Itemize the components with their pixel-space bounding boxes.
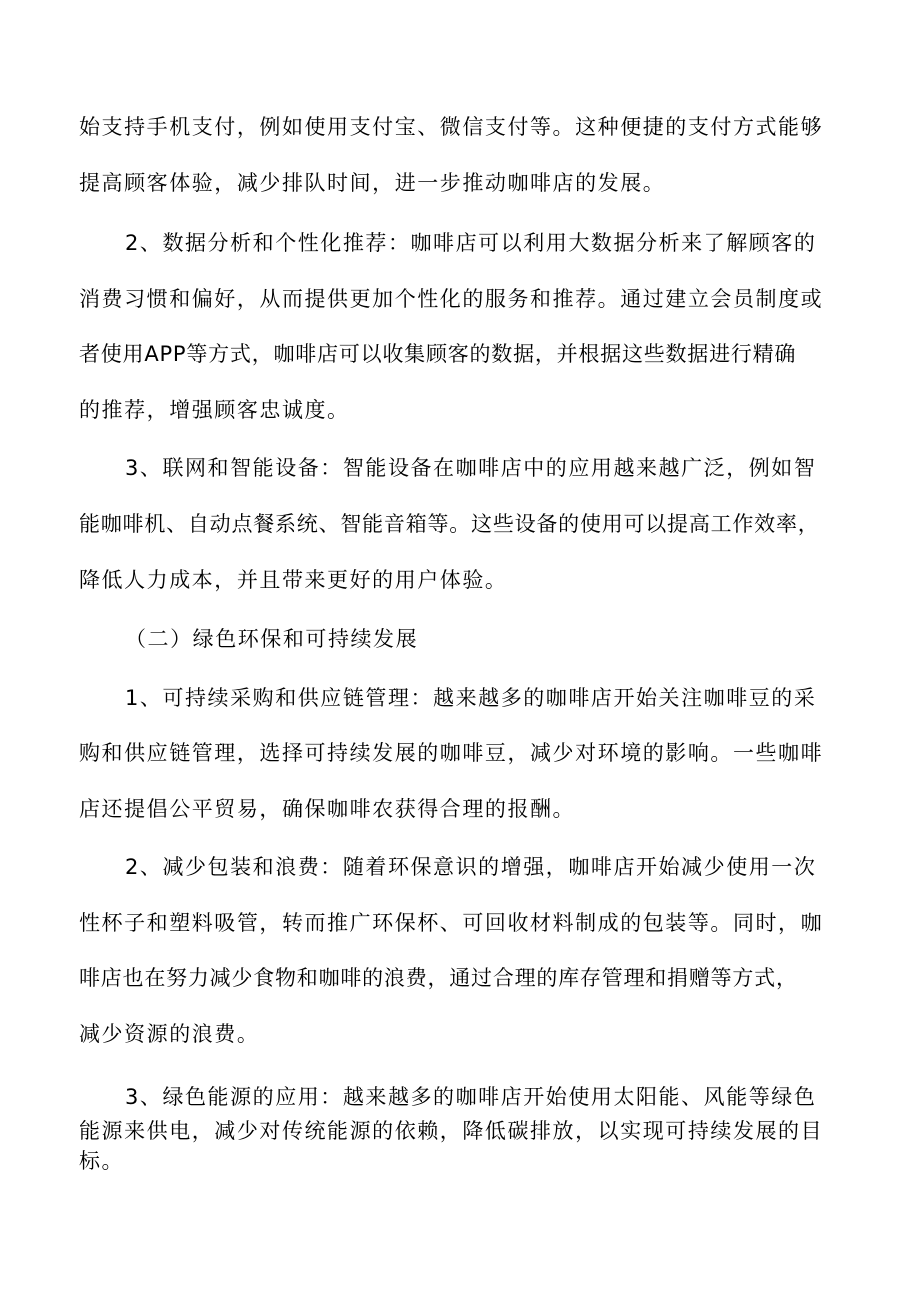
text-line: 标。 <box>79 1149 125 1173</box>
text-line: 能咖啡机、自动点餐系统、智能音箱等。这些设备的使用可以提高工作效率， <box>79 512 820 536</box>
text-line: 店还提倡公平贸易，确保咖啡农获得合理的报酬。 <box>79 797 576 821</box>
text-line: 3、绿色能源的应用：越来越多的咖啡店开始使用太阳能、风能等绿色 <box>125 1085 817 1109</box>
text-line: 能源来供电，减少对传统能源的依赖，降低碳排放，以实现可持续发展的目 <box>79 1119 824 1143</box>
text-line: 降低人力成本，并且带来更好的用户体验。 <box>79 568 508 592</box>
text-line: 1、可持续采购和供应链管理：越来越多的咖啡店开始关注咖啡豆的采 <box>125 686 817 710</box>
text-line: 性杯子和塑料吸管，转而推广环保杯、可回收材料制成的包装等。同时，咖 <box>79 911 824 935</box>
text-line: 购和供应链管理，选择可持续发展的咖啡豆，减少对环境的影响。一些咖啡 <box>79 741 824 765</box>
text-line: 2、减少包装和浪费：随着环保意识的增强，咖啡店开始减少使用一次 <box>125 855 817 879</box>
text-line: 的推荐，增强顾客忠诚度。 <box>79 398 350 422</box>
text-line: 减少资源的浪费。 <box>79 1022 260 1046</box>
text-line: 始支持手机支付，例如使用支付宝、微信支付等。这种便捷的支付方式能够 <box>79 115 824 139</box>
text-line: 提高顾客体验，减少排队时间，进一步推动咖啡店的发展。 <box>79 171 666 195</box>
text-line: 3、联网和智能设备：智能设备在咖啡店中的应用越来越广泛，例如智 <box>125 456 817 480</box>
text-line: 消费习惯和偏好，从而提供更加个性化的服务和推荐。通过建立会员制度或 <box>79 287 824 311</box>
section-heading: （二）绿色环保和可持续发展 <box>125 627 419 651</box>
text-line: 者使用APP等方式，咖啡店可以收集顾客的数据，并根据这些数据进行精确 <box>79 342 797 366</box>
text-line: 2、数据分析和个性化推荐：咖啡店可以利用大数据分析来了解顾客的 <box>125 231 817 255</box>
text-line: 啡店也在努力减少食物和咖啡的浪费，通过合理的库存管理和捐赠等方式， <box>79 966 798 990</box>
